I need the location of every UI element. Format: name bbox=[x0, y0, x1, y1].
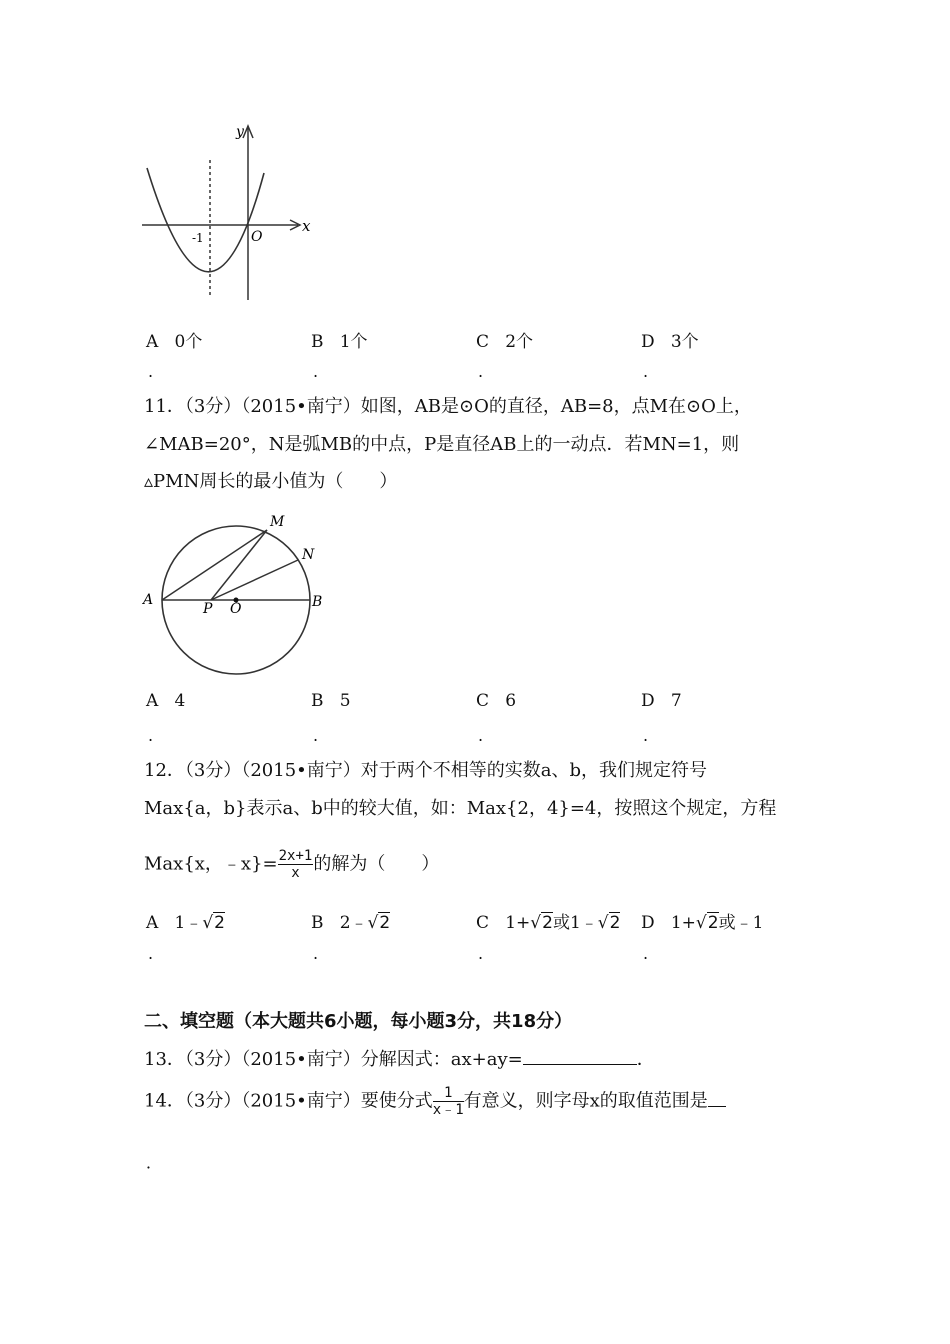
label-a: A bbox=[143, 592, 154, 608]
option-letter: A bbox=[146, 913, 159, 933]
q12-option-d[interactable] bbox=[641, 908, 763, 933]
option-text: 2个 bbox=[505, 332, 534, 352]
q12-option-a[interactable] bbox=[146, 908, 225, 933]
option-letter: A bbox=[146, 332, 159, 352]
option-text: 0个 bbox=[174, 332, 203, 352]
option-text: 5 bbox=[339, 691, 351, 711]
label-b: B bbox=[312, 594, 323, 610]
q10-option-b[interactable] bbox=[311, 327, 368, 352]
q11-option-a[interactable] bbox=[146, 691, 185, 711]
sqrt-icon: √2 bbox=[367, 913, 391, 933]
q14-fraction bbox=[433, 1085, 464, 1118]
sqrt-icon: √2 bbox=[202, 913, 225, 933]
sqrt-icon: √2 bbox=[695, 913, 719, 933]
q12-line-2: Max{a，b}表示a、b中的较大值，如：Max{2，4}=4，按照这个规定，方程 bbox=[144, 798, 777, 819]
segment-pn bbox=[211, 560, 298, 600]
option-letter: C bbox=[476, 913, 490, 933]
option-text: 6 bbox=[505, 691, 517, 711]
option-letter: A bbox=[146, 691, 159, 711]
option-dot: . bbox=[643, 726, 649, 745]
option-mid: 或1﹣ bbox=[552, 913, 598, 933]
sqrt-icon: √2 bbox=[597, 913, 621, 933]
origin-label: O bbox=[251, 229, 263, 245]
q12-line-3-prefix: Max{x，﹣x}= bbox=[144, 853, 278, 875]
q14-end: ． bbox=[146, 1153, 163, 1172]
option-dot: . bbox=[313, 726, 319, 745]
parabola-curve bbox=[147, 168, 264, 272]
q12-option-c[interactable] bbox=[476, 908, 620, 933]
q14-suffix: 有意义，则字母x的取值范围是 bbox=[463, 1090, 708, 1112]
q12-line-3 bbox=[144, 848, 439, 881]
option-text: 3个 bbox=[670, 332, 699, 352]
q11-line-2: ∠MAB=20°，N是弧MB的中点，P是直径AB上的一动点．若MN=1，则 bbox=[144, 434, 740, 455]
q11-line-1: 11．（3分）（2015•南宁）如图，AB是⊙O的直径，AB=8，点M在⊙O上， bbox=[144, 396, 752, 417]
option-dot: . bbox=[313, 944, 319, 963]
option-letter: D bbox=[641, 913, 655, 933]
q13-end: ． bbox=[636, 1049, 655, 1070]
parabola-figure bbox=[130, 118, 320, 308]
option-letter: B bbox=[311, 332, 324, 352]
label-n: N bbox=[302, 547, 315, 563]
q13-text: 13．（3分）（2015•南宁）分解因式：ax+ay= bbox=[144, 1049, 523, 1070]
q11-line-3: ▵PMN周长的最小值为（ ） bbox=[144, 471, 398, 492]
option-dot: . bbox=[478, 726, 484, 745]
option-letter: C bbox=[476, 332, 490, 352]
option-text: 7 bbox=[670, 691, 682, 711]
q10-option-c[interactable] bbox=[476, 327, 533, 352]
sqrt-radicand: 2 bbox=[214, 913, 225, 933]
q10-option-a[interactable] bbox=[146, 327, 202, 352]
q10-option-d[interactable] bbox=[641, 327, 699, 352]
q14 bbox=[144, 1085, 726, 1118]
option-pre: 2﹣ bbox=[339, 913, 368, 933]
q13 bbox=[144, 1048, 655, 1072]
option-letter: C bbox=[476, 691, 490, 711]
q13-answer-blank[interactable] bbox=[523, 1064, 637, 1065]
y-axis-label: y bbox=[236, 124, 244, 140]
sqrt-radicand: 2 bbox=[609, 913, 621, 933]
option-pre: 1+ bbox=[505, 913, 531, 933]
q11-option-d[interactable] bbox=[641, 691, 682, 711]
q12-fraction bbox=[278, 848, 314, 881]
sqrt-radicand: 2 bbox=[542, 913, 553, 933]
option-letter: D bbox=[641, 691, 655, 711]
q12-line-3-suffix: 的解为（ ） bbox=[313, 853, 440, 875]
sqrt-radicand: 2 bbox=[379, 913, 391, 933]
option-dot: . bbox=[313, 362, 319, 381]
q12-option-b[interactable] bbox=[311, 908, 390, 933]
q11-option-c[interactable] bbox=[476, 691, 516, 711]
section-2-title: 二、填空题（本大题共6小题，每小题3分，共18分） bbox=[144, 1011, 573, 1032]
option-letter: B bbox=[311, 691, 324, 711]
circle-figure bbox=[135, 505, 335, 675]
tick-label: -1 bbox=[192, 231, 204, 245]
option-dot: . bbox=[148, 362, 154, 381]
label-p: P bbox=[203, 601, 213, 617]
segment-am bbox=[162, 530, 267, 600]
segment-pm bbox=[211, 530, 267, 600]
fraction-numerator: 2x+1 bbox=[278, 848, 313, 864]
option-dot: . bbox=[643, 362, 649, 381]
option-text: 4 bbox=[174, 691, 186, 711]
option-pre: 1+ bbox=[670, 913, 696, 933]
q12-line-1: 12．（3分）（2015•南宁）对于两个不相等的实数a、b，我们规定符号 bbox=[144, 760, 708, 781]
label-m: M bbox=[270, 514, 285, 530]
option-letter: B bbox=[311, 913, 324, 933]
sqrt-icon: √2 bbox=[530, 913, 553, 933]
option-dot: . bbox=[643, 944, 649, 963]
option-dot: . bbox=[478, 944, 484, 963]
option-dot: . bbox=[148, 726, 154, 745]
option-post: 或﹣1 bbox=[718, 913, 764, 933]
fraction-denominator: x﹣1 bbox=[432, 1102, 464, 1118]
x-axis-label: x bbox=[302, 217, 311, 235]
sqrt-radicand: 2 bbox=[707, 913, 719, 933]
q11-option-b[interactable] bbox=[311, 691, 351, 711]
q14-answer-blank[interactable] bbox=[708, 1106, 726, 1107]
option-pre: 1﹣ bbox=[174, 913, 203, 933]
option-letter: D bbox=[641, 332, 655, 352]
fraction-denominator: x bbox=[291, 865, 300, 881]
q14-prefix: 14．（3分）（2015•南宁）要使分式 bbox=[144, 1090, 433, 1112]
option-dot: . bbox=[148, 944, 154, 963]
fraction-numerator: 1 bbox=[433, 1085, 464, 1102]
option-text: 1个 bbox=[339, 332, 368, 352]
label-o: O bbox=[230, 601, 242, 617]
option-dot: . bbox=[478, 362, 484, 381]
